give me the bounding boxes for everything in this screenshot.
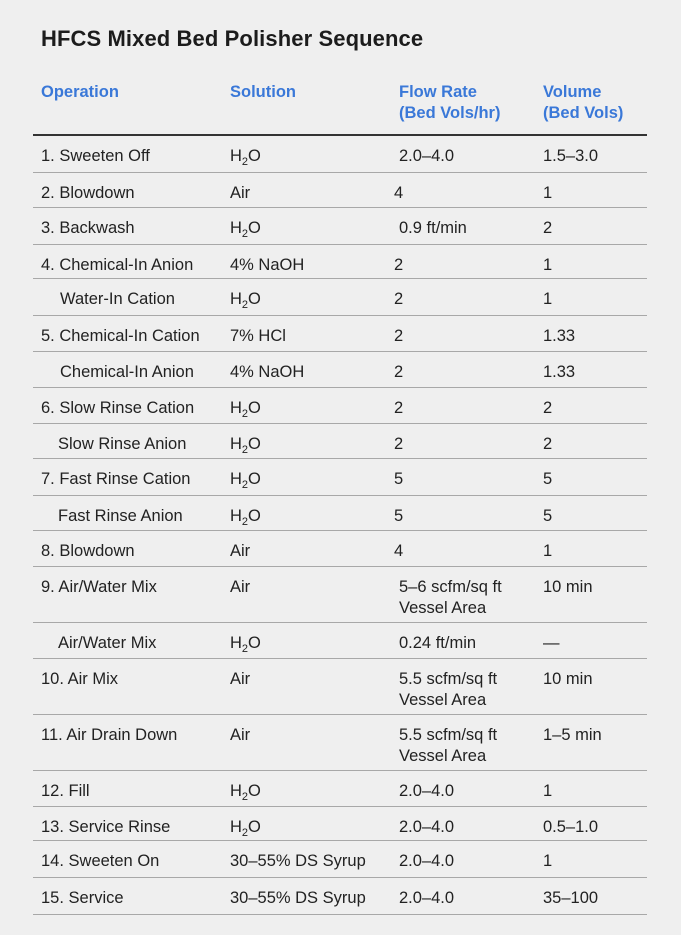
cell-volume: 1 xyxy=(543,542,553,560)
table-row xyxy=(33,279,647,316)
cell-operation: 11. Air Drain Down xyxy=(41,726,178,744)
table-row xyxy=(33,567,647,623)
cell-solution: $H_2O$ xyxy=(230,782,261,803)
cell-solution: 7% HCl xyxy=(230,327,286,345)
cell-volume: — xyxy=(543,634,560,652)
cell-operation: 7. Fast Rinse Cation xyxy=(41,470,191,488)
cell-flow-rate: 5.5 scfm/sq ft Vessel Area xyxy=(399,726,498,765)
cell-operation: 3. Backwash xyxy=(41,219,135,237)
cell-volume: 5 xyxy=(543,470,553,488)
cell-volume: 1.33 xyxy=(543,327,576,345)
cell-volume: 1 xyxy=(543,290,553,308)
cell-volume: 10 min xyxy=(543,578,593,596)
header-flow-rate-line2: (Bed Vols/hr) xyxy=(399,104,501,122)
cell-operation: 6. Slow Rinse Cation xyxy=(41,399,195,417)
cell-volume: 2 xyxy=(543,435,553,453)
table-row xyxy=(33,531,647,567)
cell-flow-rate: 2.0–4.0 xyxy=(399,818,455,836)
cell-volume: 2 xyxy=(543,219,553,237)
table-row xyxy=(33,424,647,459)
header-operation xyxy=(41,82,119,103)
cell-solution: 30–55% DS Syrup xyxy=(230,852,366,870)
cell-solution: $H_2O$ xyxy=(230,470,261,491)
table-row xyxy=(33,388,647,424)
cell-flow-rate: 2.0–4.0 xyxy=(399,147,455,165)
cell-operation: Chemical-In Anion xyxy=(60,363,194,381)
header-volume-line2: (Bed Vols) xyxy=(543,104,624,122)
cell-volume: 1 xyxy=(543,782,553,800)
cell-solution: Air xyxy=(230,578,251,596)
cell-solution: $H_2O$ xyxy=(230,818,261,839)
cell-volume: 35–100 xyxy=(543,889,599,907)
cell-operation: 8. Blowdown xyxy=(41,542,135,560)
cell-operation: 9. Air/Water Mix xyxy=(41,578,157,596)
table-row xyxy=(33,316,647,352)
cell-flow-rate: 4 xyxy=(394,184,404,202)
cell-volume: 1.5–3.0 xyxy=(543,147,599,165)
cell-volume: 1.33 xyxy=(543,363,576,381)
table-row xyxy=(33,659,647,715)
table-row xyxy=(33,459,647,496)
header-volume xyxy=(543,82,623,124)
table-row xyxy=(33,878,647,915)
cell-operation: Air/Water Mix xyxy=(58,634,157,652)
cell-volume: 1–5 min xyxy=(543,726,602,744)
table-row xyxy=(33,208,647,245)
cell-solution: 30–55% DS Syrup xyxy=(230,889,366,907)
cell-operation: 12. Fill xyxy=(41,782,90,800)
cell-operation: 2. Blowdown xyxy=(41,184,135,202)
table-row xyxy=(33,245,647,279)
cell-solution: Air xyxy=(230,670,251,688)
cell-operation: Water-In Cation xyxy=(60,290,175,308)
cell-operation: 1. Sweeten Off xyxy=(41,147,150,165)
cell-solution: Air xyxy=(230,542,251,560)
cell-solution: $H_2O$ xyxy=(230,147,261,168)
table-row xyxy=(33,623,647,659)
cell-volume: 10 min xyxy=(543,670,593,688)
table-row xyxy=(33,715,647,771)
table-row xyxy=(33,173,647,208)
cell-operation: Slow Rinse Anion xyxy=(58,435,187,453)
header-solution-label: Solution xyxy=(230,83,296,101)
table-row xyxy=(33,352,647,388)
cell-flow-rate: 2 xyxy=(394,256,404,274)
header-operation-label: Operation xyxy=(41,83,119,101)
cell-volume: 2 xyxy=(543,399,553,417)
cell-volume: 1 xyxy=(543,256,553,274)
cell-volume: 1 xyxy=(543,184,553,202)
header-solution xyxy=(230,82,296,103)
header-flow-rate xyxy=(399,82,500,124)
cell-flow-rate: 0.24 ft/min xyxy=(399,634,477,652)
cell-operation: 5. Chemical-In Cation xyxy=(41,327,200,345)
cell-solution: $H_2O$ xyxy=(230,219,261,240)
cell-flow-rate: 2.0–4.0 xyxy=(399,852,455,870)
cell-volume: 0.5–1.0 xyxy=(543,818,599,836)
table-row xyxy=(33,496,647,531)
table-row xyxy=(33,771,647,807)
header-volume-line1: Volume xyxy=(543,83,602,101)
cell-flow-rate: 2 xyxy=(394,435,404,453)
cell-volume: 5 xyxy=(543,507,553,525)
cell-flow-rate: 2 xyxy=(394,399,404,417)
cell-flow-rate: 2.0–4.0 xyxy=(399,889,455,907)
cell-flow-rate: 2.0–4.0 xyxy=(399,782,455,800)
cell-solution: Air xyxy=(230,726,251,744)
table-row xyxy=(33,841,647,878)
cell-operation: 10. Air Mix xyxy=(41,670,119,688)
cell-solution: $H_2O$ xyxy=(230,634,261,655)
cell-operation: 15. Service xyxy=(41,889,124,907)
cell-flow-rate: 2 xyxy=(394,290,404,308)
cell-flow-rate: 2 xyxy=(394,363,404,381)
cell-flow-rate: 0.9 ft/min xyxy=(399,219,467,237)
cell-operation: 13. Service Rinse xyxy=(41,818,171,836)
cell-operation: 4. Chemical-In Anion xyxy=(41,256,194,274)
cell-flow-rate: 5.5 scfm/sq ft Vessel Area xyxy=(399,670,498,709)
cell-solution: 4% NaOH xyxy=(230,363,305,381)
cell-solution: $H_2O$ xyxy=(230,435,261,456)
cell-solution: $H_2O$ xyxy=(230,399,261,420)
table-row xyxy=(33,807,647,841)
cell-solution: 4% NaOH xyxy=(230,256,305,274)
cell-flow-rate: 2 xyxy=(394,327,404,345)
cell-flow-rate: 5 xyxy=(394,470,404,488)
cell-flow-rate: 5 xyxy=(394,507,404,525)
cell-solution: Air xyxy=(230,184,251,202)
table-row xyxy=(33,136,647,173)
cell-flow-rate: 5–6 scfm/sq ft Vessel Area xyxy=(399,578,502,617)
cell-solution: $H_2O$ xyxy=(230,507,261,528)
page-title: HFCS Mixed Bed Polisher Sequence xyxy=(41,26,424,51)
cell-operation: 14. Sweeten On xyxy=(41,852,160,870)
cell-volume: 1 xyxy=(543,852,553,870)
cell-flow-rate: 4 xyxy=(394,542,404,560)
header-flow-rate-line1: Flow Rate xyxy=(399,83,477,101)
cell-solution: $H_2O$ xyxy=(230,290,261,311)
cell-operation: Fast Rinse Anion xyxy=(58,507,183,525)
